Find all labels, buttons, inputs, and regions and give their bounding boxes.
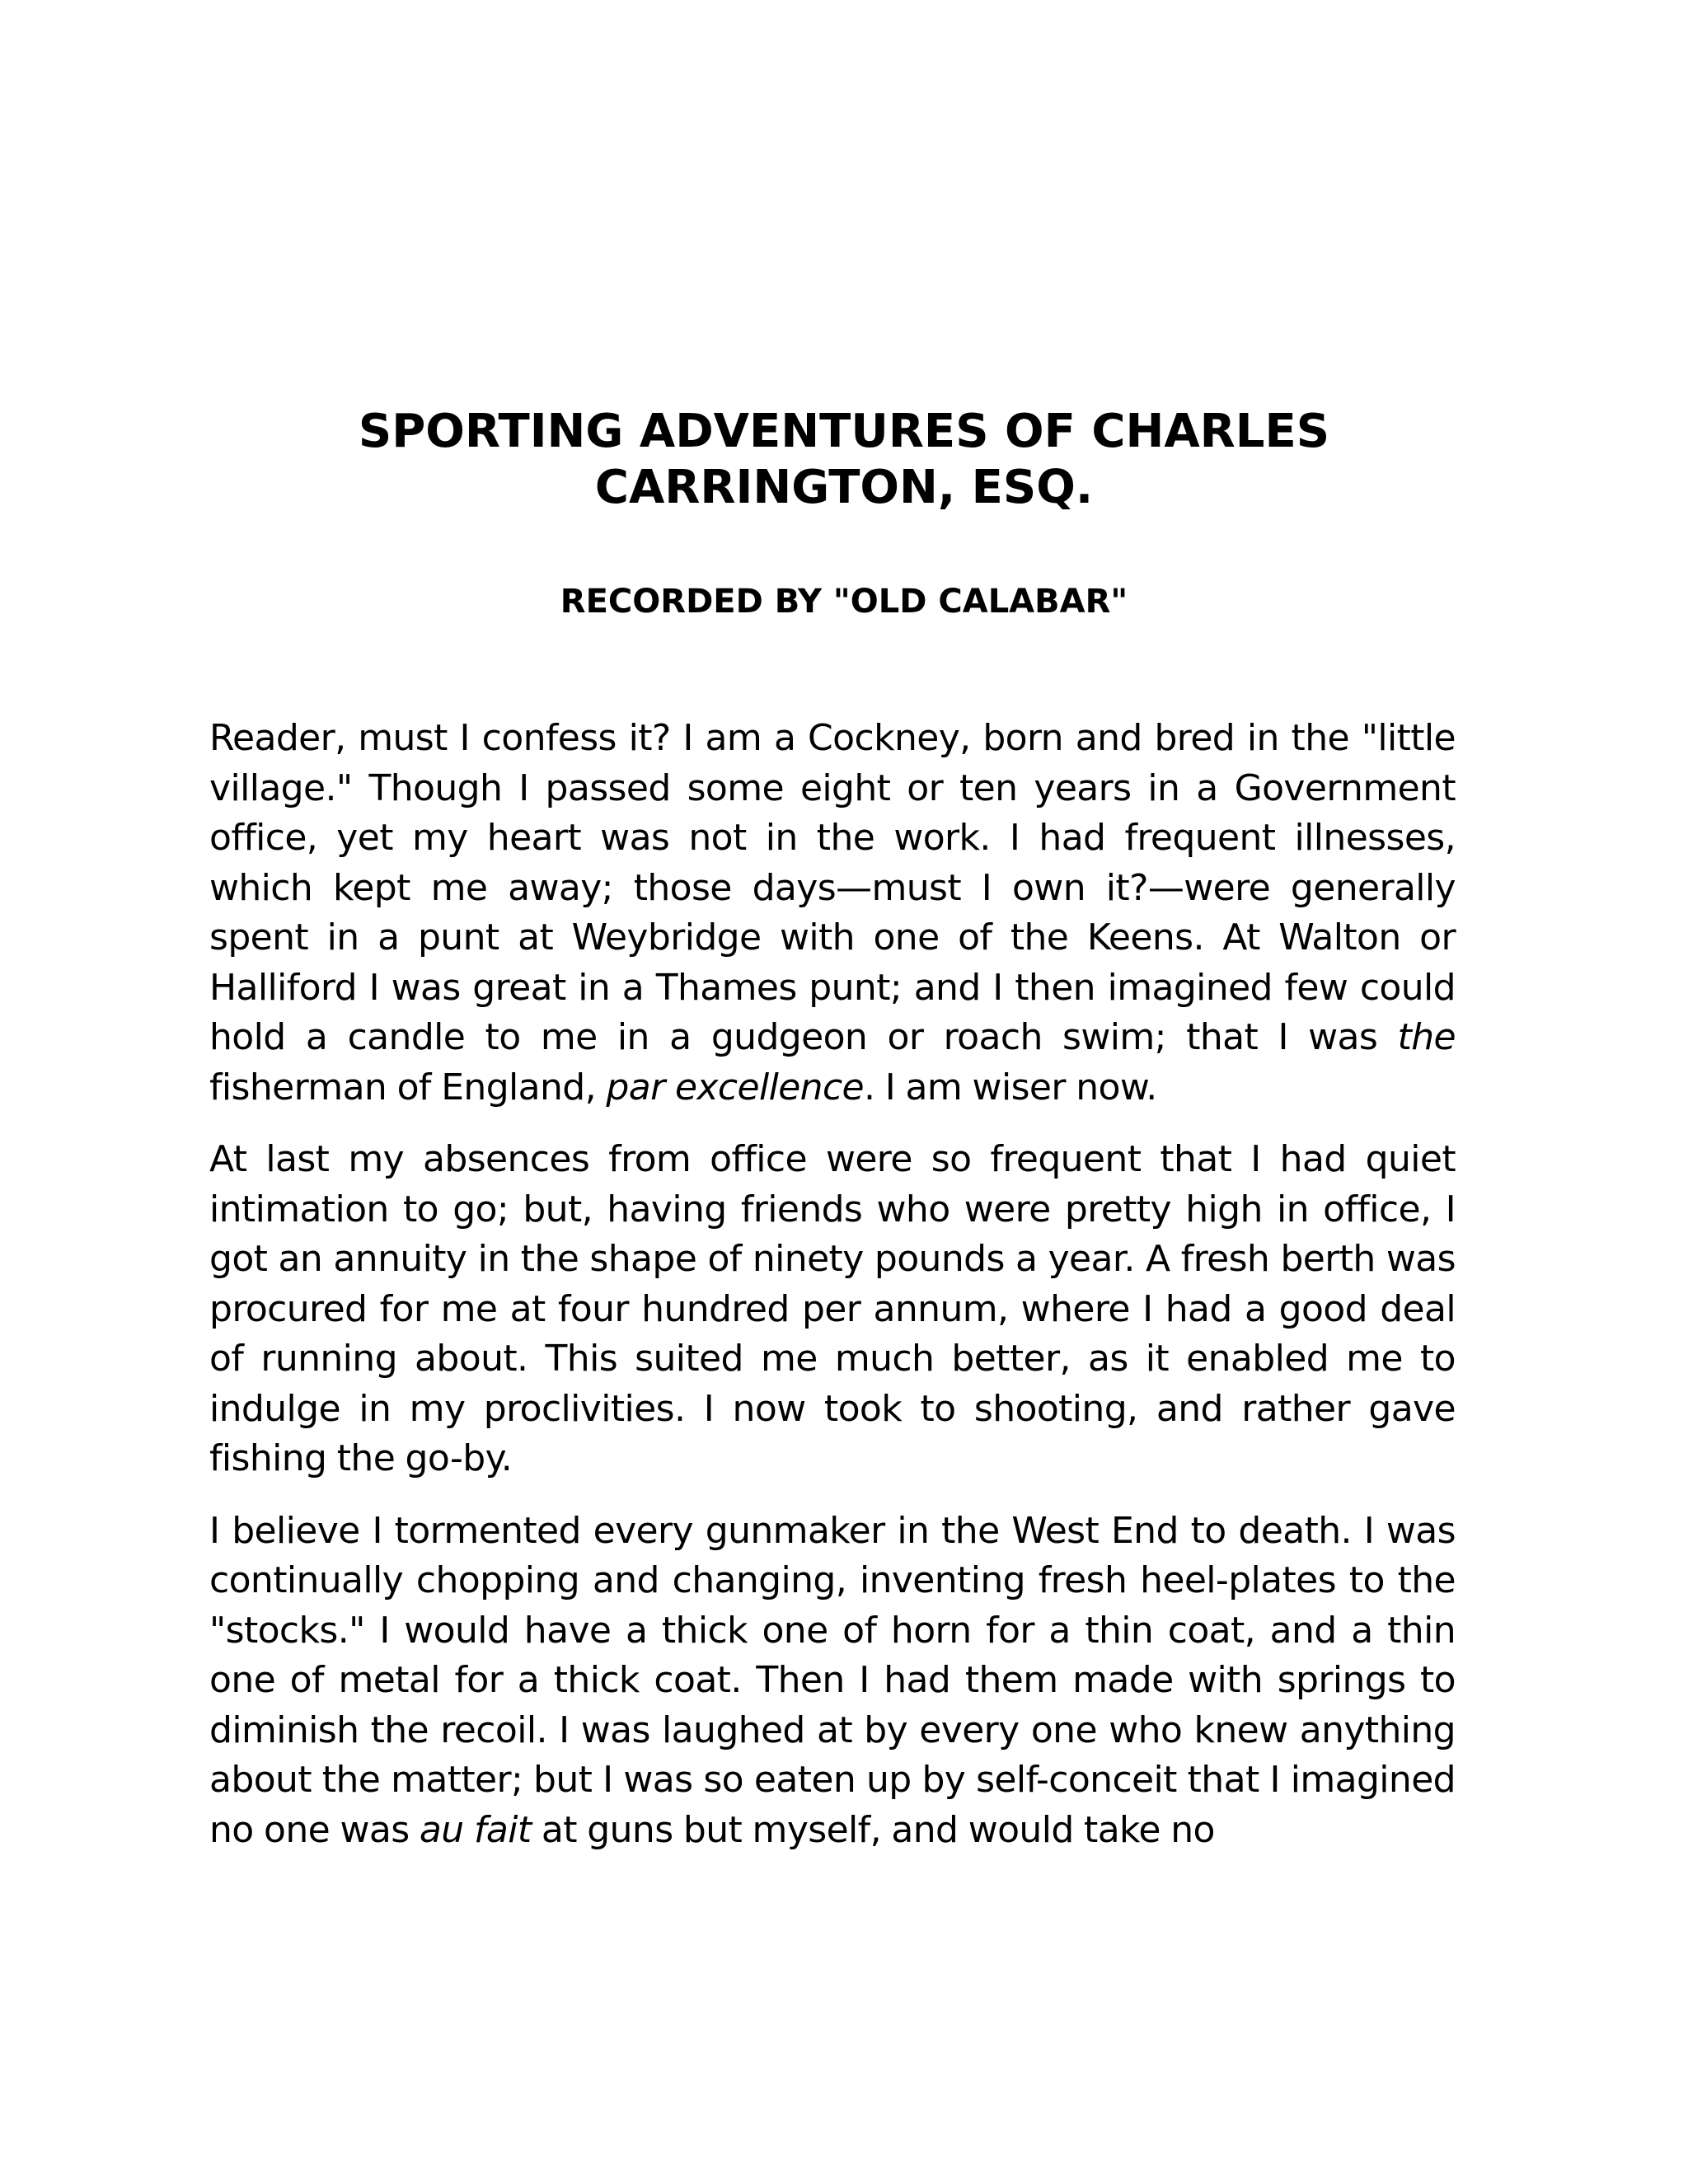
paragraph-2-text: At last my absences from office were so frequent that I had quiet intimation to go; but, having friends who were pretty high in office, I got an annuity in the shape of ninety pounds a year. A fresh berth was procured for me at four hundred per annum, where I had a good deal of running about. This suited me much better, as it enabled me to indulge in my proclivities. I now took to shooting, and rather gave fishing the go-by.	[209, 1138, 1456, 1479]
page-title: SPORTING ADVENTURES OF CHARLES CARRINGTON, ESQ.	[358, 405, 1330, 514]
paragraph-3-italic-au-fait: au fait	[419, 1808, 532, 1851]
paragraph-1-text-1: Reader, must I confess it? I am a Cockney, born and bred in the "little village." Though I passed some eight or ten years in a Government office, yet my heart was not in the work. I had frequent illnesses, which kept me away; those days—must I own it?—were generally spent in a punt at Weybridge with one of the Keens. At Walton or Halliford I was great in a Thames punt; and I then imagined few could hold a candle to me in a gudgeon or roach swim; that I was	[209, 717, 1456, 1058]
paragraph-3-text-2: at guns but myself, and would take no	[531, 1808, 1215, 1851]
paragraph-3-text-1: I believe I tormented every gunmaker in the West End to death. I was continually chopping and changing, inventing fresh heel-plates to the "stocks." I would have a thick one of horn for a thin coat, and a thin one of metal for a thick coat. Then I had them made with springs to diminish the recoil. I was laughed at by every one who knew anything about the matter; but I was so eaten up by self-conceit that I imagined no one was	[209, 1509, 1456, 1851]
paragraph-1-italic-the: the	[1397, 1016, 1456, 1058]
paragraph-1-italic-par-excellence: par excellence	[606, 1066, 865, 1108]
page-subtitle: RECORDED BY "OLD CALABAR"	[560, 583, 1128, 621]
paragraph-2	[209, 1135, 1456, 1484]
paragraph-1-text-3: . I am wiser now.	[864, 1066, 1157, 1108]
body-text	[209, 714, 1456, 1877]
paragraph-3	[209, 1507, 1456, 1856]
paragraph-1-text-2: fisherman of England,	[209, 1066, 607, 1108]
paragraph-1	[209, 714, 1456, 1113]
